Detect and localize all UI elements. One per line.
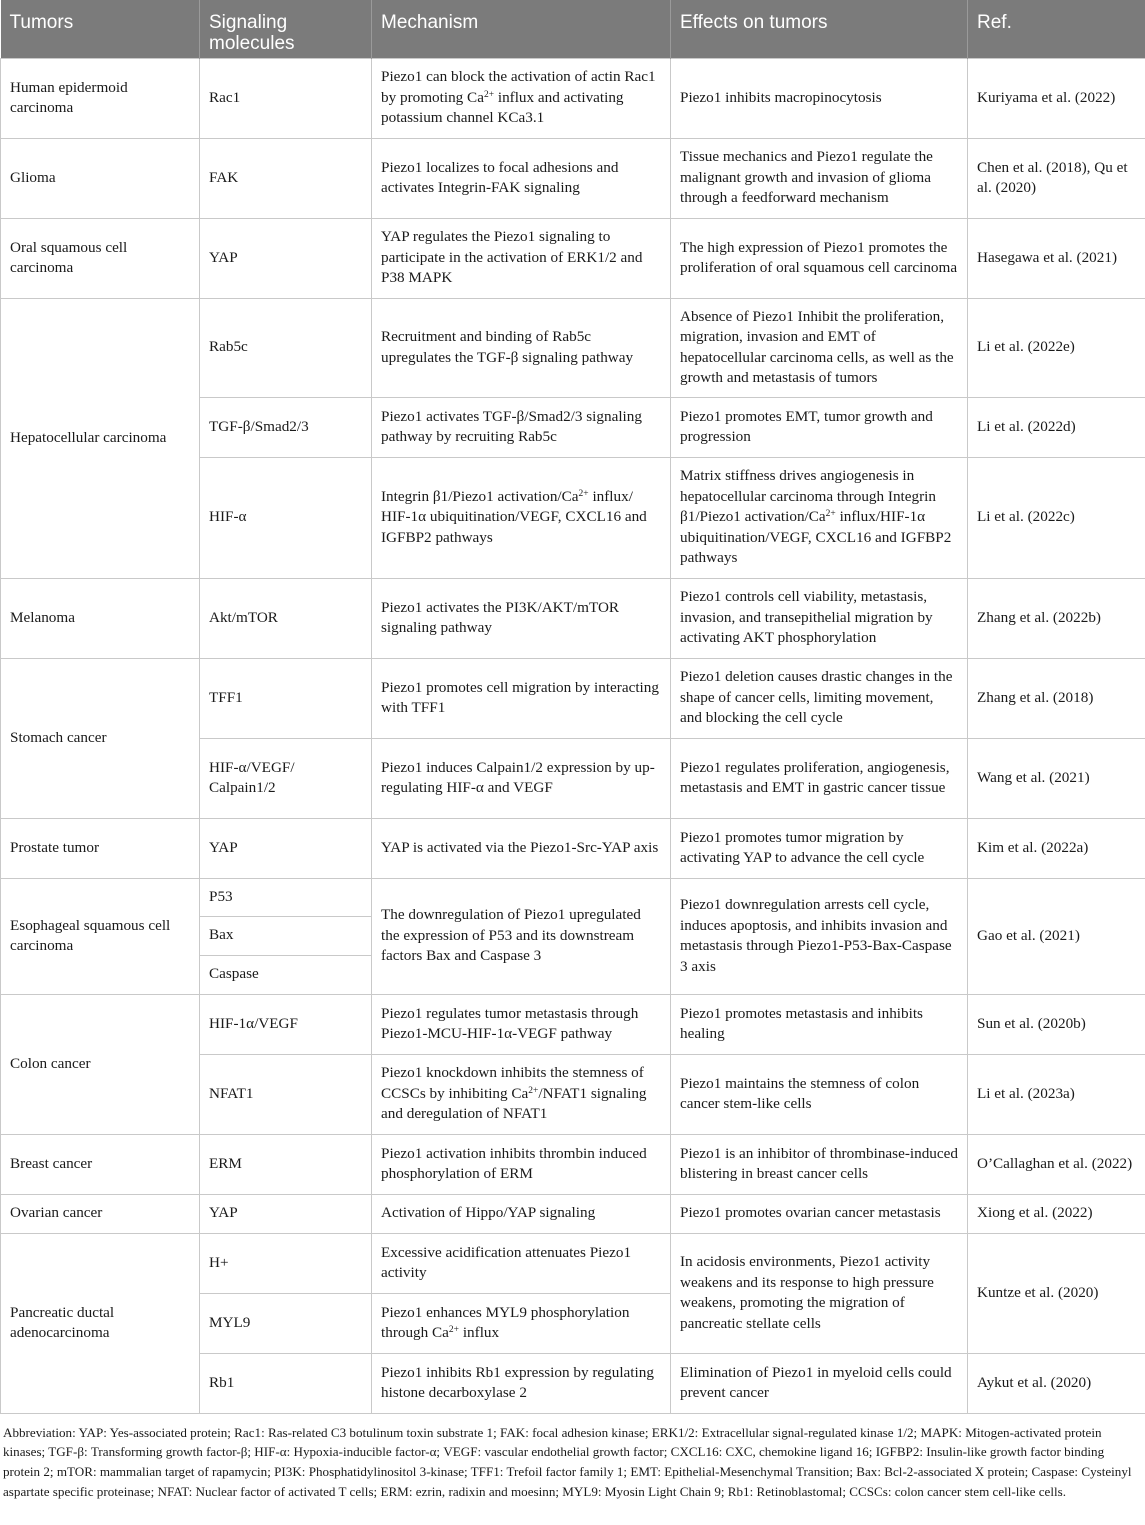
superscript: 2+: [483, 89, 495, 100]
header-tumors: Tumors: [1, 0, 200, 58]
mechanism-text: Integrin β1/Piezo1 activation/Ca: [381, 487, 579, 505]
tumor-cell: Prostate tumor: [1, 818, 200, 878]
effect-cell: Piezo1 promotes tumor migration by activating YAP to advance the cell cycle: [671, 818, 968, 878]
ref-cell: Hasegawa et al. (2021): [968, 218, 1145, 298]
effect-text: influx/HIF-1α ubiquitination/VEGF, CXCL16 and IGFBP2 pathways: [680, 508, 952, 567]
mechanism-cell: Piezo1 inhibits Rb1 expression by regulating histone decarboxylase 2: [372, 1353, 671, 1413]
ref-cell: Xiong et al. (2022): [968, 1194, 1145, 1233]
superscript: 2+: [578, 488, 589, 499]
ref-cell: Sun et al. (2020b): [968, 994, 1145, 1054]
mechanism-cell: The downregulation of Piezo1 upregulated the expression of P53 and its downstream factors Bax and Caspase 3: [372, 878, 671, 994]
mechanism-cell: Recruitment and binding of Rab5c upregulates the TGF-β signaling pathway: [372, 298, 671, 397]
mechanism-cell: Piezo1 activation inhibits thrombin induced phosphorylation of ERM: [372, 1134, 671, 1194]
mechanism-cell: Piezo1 activates the PI3K/AKT/mTOR signaling pathway: [372, 578, 671, 658]
tumor-cell: Pancreatic ductal adenocarcinoma: [1, 1233, 200, 1413]
molecule-cell: YAP: [200, 218, 372, 298]
molecule-cell: Caspase: [200, 955, 372, 994]
header-mechanism: Mechanism: [372, 0, 671, 58]
tumor-cell: Esophageal squamous cell carcinoma: [1, 878, 200, 994]
mechanism-cell: YAP is activated via the Piezo1-Src-YAP axis: [372, 818, 671, 878]
molecule-cell: HIF-α: [200, 457, 372, 578]
mechanism-text: Piezo1 can block the activation of actin Rac1 by promoting Ca: [381, 68, 656, 106]
tumor-cell: Stomach cancer: [1, 658, 200, 818]
molecule-cell: Rac1: [200, 58, 372, 138]
ref-cell: Wang et al. (2021): [968, 738, 1145, 818]
tumor-cell: Oral squamous cell carcinoma: [1, 218, 200, 298]
mechanism-text: influx/ HIF-1α ubiquitination/VEGF, CXCL16 and IGFBP2 pathways: [381, 487, 647, 546]
effect-cell: Piezo1 inhibits macropinocytosis: [671, 58, 968, 138]
effect-text: Matrix stiffness drives angiogenesis in hepatocellular carcinoma through Integrin β1/Piezo1 activation/Ca: [680, 467, 936, 526]
effect-cell: Piezo1 is an inhibitor of thrombinase-induced blistering in breast cancer cells: [671, 1134, 968, 1194]
molecule-cell: HIF-1α/VEGF: [200, 994, 372, 1054]
ref-cell: Li et al. (2022d): [968, 397, 1145, 457]
mechanism-cell: Activation of Hippo/YAP signaling: [372, 1194, 671, 1233]
ref-cell: Zhang et al. (2022b): [968, 578, 1145, 658]
ref-cell: Li et al. (2022e): [968, 298, 1145, 397]
molecule-cell: MYL9: [200, 1293, 372, 1353]
tumor-cell: Hepatocellular carcinoma: [1, 298, 200, 578]
table-row: [1, 58, 1145, 138]
effect-cell: [671, 457, 968, 578]
mechanism-cell: [372, 58, 671, 138]
tumor-cell: Human epidermoid carcinoma: [1, 58, 200, 138]
mechanism-text: Piezo1 enhances MYL9 phosphorylation through Ca: [381, 1303, 630, 1341]
table-row: [1, 818, 1145, 878]
ref-cell: O’Callaghan et al. (2022): [968, 1134, 1145, 1194]
ref-cell: Kim et al. (2022a): [968, 818, 1145, 878]
table-row: [1, 138, 1145, 218]
effect-cell: The high expression of Piezo1 promotes the proliferation of oral squamous cell carcinoma: [671, 218, 968, 298]
table-row: [1, 298, 1145, 397]
molecule-cell: HIF-α/VEGF/ Calpain1/2: [200, 738, 372, 818]
mechanism-text: influx: [459, 1324, 500, 1341]
effect-cell: Tissue mechanics and Piezo1 regulate the malignant growth and invasion of glioma through a feedforward mechanism: [671, 138, 968, 218]
ref-cell: Chen et al. (2018), Qu et al. (2020): [968, 138, 1145, 218]
mechanism-text: /NFAT1 signaling and deregulation of NFAT1: [381, 1084, 647, 1123]
header-signaling-molecules: Signaling molecules: [200, 0, 372, 58]
tumor-cell: Ovarian cancer: [1, 1194, 200, 1233]
effect-cell: Piezo1 maintains the stemness of colon cancer stem-like cells: [671, 1054, 968, 1134]
molecule-cell: P53: [200, 878, 372, 916]
molecule-cell: TFF1: [200, 658, 372, 738]
molecule-cell: H+: [200, 1233, 372, 1293]
mechanism-cell: Piezo1 regulates tumor metastasis through Piezo1-MCU-HIF-1α-VEGF pathway: [372, 994, 671, 1054]
table-row: [1, 1233, 1145, 1293]
mechanism-cell: [372, 457, 671, 578]
header-effects: Effects on tumors: [671, 0, 968, 58]
mechanism-cell: Piezo1 promotes cell migration by interacting with TFF1: [372, 658, 671, 738]
table-body: [1, 58, 1145, 1413]
mechanism-cell: Piezo1 localizes to focal adhesions and activates Integrin-FAK signaling: [372, 138, 671, 218]
tumor-cell: Colon cancer: [1, 994, 200, 1134]
table-row: [1, 1194, 1145, 1233]
effect-cell: In acidosis environments, Piezo1 activity weakens and its response to high pressure weakens, promoting the migration of pancreatic stellate cells: [671, 1233, 968, 1353]
tumor-cell: Breast cancer: [1, 1134, 200, 1194]
table-row: [1, 578, 1145, 658]
effect-cell: Elimination of Piezo1 in myeloid cells could prevent cancer: [671, 1353, 968, 1413]
table-row: [1, 218, 1145, 298]
effect-cell: Piezo1 promotes EMT, tumor growth and progression: [671, 397, 968, 457]
effect-cell: Piezo1 promotes ovarian cancer metastasis: [671, 1194, 968, 1233]
mechanism-text: Piezo1 knockdown inhibits the stemness of CCSCs by inhibiting Ca: [381, 1064, 644, 1102]
ref-cell: Zhang et al. (2018): [968, 658, 1145, 738]
ref-cell: Gao et al. (2021): [968, 878, 1145, 994]
molecule-cell: YAP: [200, 818, 372, 878]
header-row: [1, 0, 1145, 58]
effect-cell: Piezo1 downregulation arrests cell cycle, induces apoptosis, and inhibits invasion and metastasis through Piezo1-P53-Bax-Caspase 3 axis: [671, 878, 968, 994]
table-row: [1, 994, 1145, 1054]
molecule-cell: Rb1: [200, 1353, 372, 1413]
molecule-cell: Rab5c: [200, 298, 372, 397]
effect-cell: Absence of Piezo1 Inhibit the proliferation, migration, invasion and EMT of hepatocellular carcinoma cells, as well as the growth and metastasis of tumors: [671, 298, 968, 397]
molecule-cell: YAP: [200, 1194, 372, 1233]
ref-cell: Aykut et al. (2020): [968, 1353, 1145, 1413]
molecule-cell: Akt/mTOR: [200, 578, 372, 658]
molecule-cell: TGF-β/Smad2/3: [200, 397, 372, 457]
effect-cell: Piezo1 regulates proliferation, angiogenesis, metastasis and EMT in gastric cancer tissue: [671, 738, 968, 818]
superscript: 2+: [528, 1085, 539, 1096]
tumor-cell: Glioma: [1, 138, 200, 218]
mechanism-cell: [372, 1293, 671, 1353]
molecule-cell: NFAT1: [200, 1054, 372, 1134]
table-row: [1, 1134, 1145, 1194]
ref-cell: Kuntze et al. (2020): [968, 1233, 1145, 1353]
molecule-cell: Bax: [200, 916, 372, 955]
table-header: [1, 0, 1145, 58]
table-footnote: Abbreviation: YAP: Yes-associated protein; Rac1: Ras-related C3 botulinum toxin substrate 1; FAK: focal adhesion kinase; ERK1/2: Extracellular signal-regulated kinase 1/2; MAPK: Mitogen-activated protein kinases; TGF-β: Transforming growth factor-β; HIF-α: Hypoxia-inducible factor-α; VEGF: vascular endothelial growth factor; CXCL16: CXC, chemokine ligand 16; IGFBP2: Insulin-like growth factor binding protein 2; mTOR: mammalian target of rapamycin; PI3K: Phosphatidylinositol 3-kinase; TFF1: Trefoil factor family 1; EMT: Epithelial-Mesenchymal Transition; Bax: Bcl-2-associated X protein; Caspase: Cysteinyl aspartate specific proteinase; NFAT: Nuclear factor of activated T cells; ERM: ezrin, radixin and moesinn; MYL9: Myosin Light Chain 9; Rb1: Retinoblastomal; CCSCs: colon cancer stem cell-like cells.: [3, 1424, 1132, 1499]
superscript: 2+: [448, 1325, 460, 1335]
mechanism-text: influx and activating potassium channel KCa3.1: [381, 88, 624, 127]
mechanism-cell: Excessive acidification attenuates Piezo1 activity: [372, 1233, 671, 1293]
ref-cell: Li et al. (2023a): [968, 1054, 1145, 1134]
ref-cell: Li et al. (2022c): [968, 457, 1145, 578]
effect-cell: Piezo1 promotes metastasis and inhibits healing: [671, 994, 968, 1054]
ref-cell: Kuriyama et al. (2022): [968, 58, 1145, 138]
table-row: [1, 658, 1145, 738]
mechanism-cell: YAP regulates the Piezo1 signaling to participate in the activation of ERK1/2 and P38 MAPK: [372, 218, 671, 298]
tumor-cell: Melanoma: [1, 578, 200, 658]
molecule-cell: ERM: [200, 1134, 372, 1194]
mechanism-cell: [372, 1054, 671, 1134]
molecule-cell: FAK: [200, 138, 372, 218]
effect-cell: Piezo1 controls cell viability, metastasis, invasion, and transepithelial migration by activating AKT phosphorylation: [671, 578, 968, 658]
mechanism-cell: Piezo1 induces Calpain1/2 expression by up-regulating HIF-α and VEGF: [372, 738, 671, 818]
header-ref: Ref.: [968, 0, 1145, 58]
effect-cell: Piezo1 deletion causes drastic changes in the shape of cancer cells, limiting movement, and blocking the cell cycle: [671, 658, 968, 738]
table-row: [1, 878, 1145, 916]
superscript: 2+: [825, 509, 836, 520]
mechanism-cell: Piezo1 activates TGF-β/Smad2/3 signaling pathway by recruiting Rab5c: [372, 397, 671, 457]
